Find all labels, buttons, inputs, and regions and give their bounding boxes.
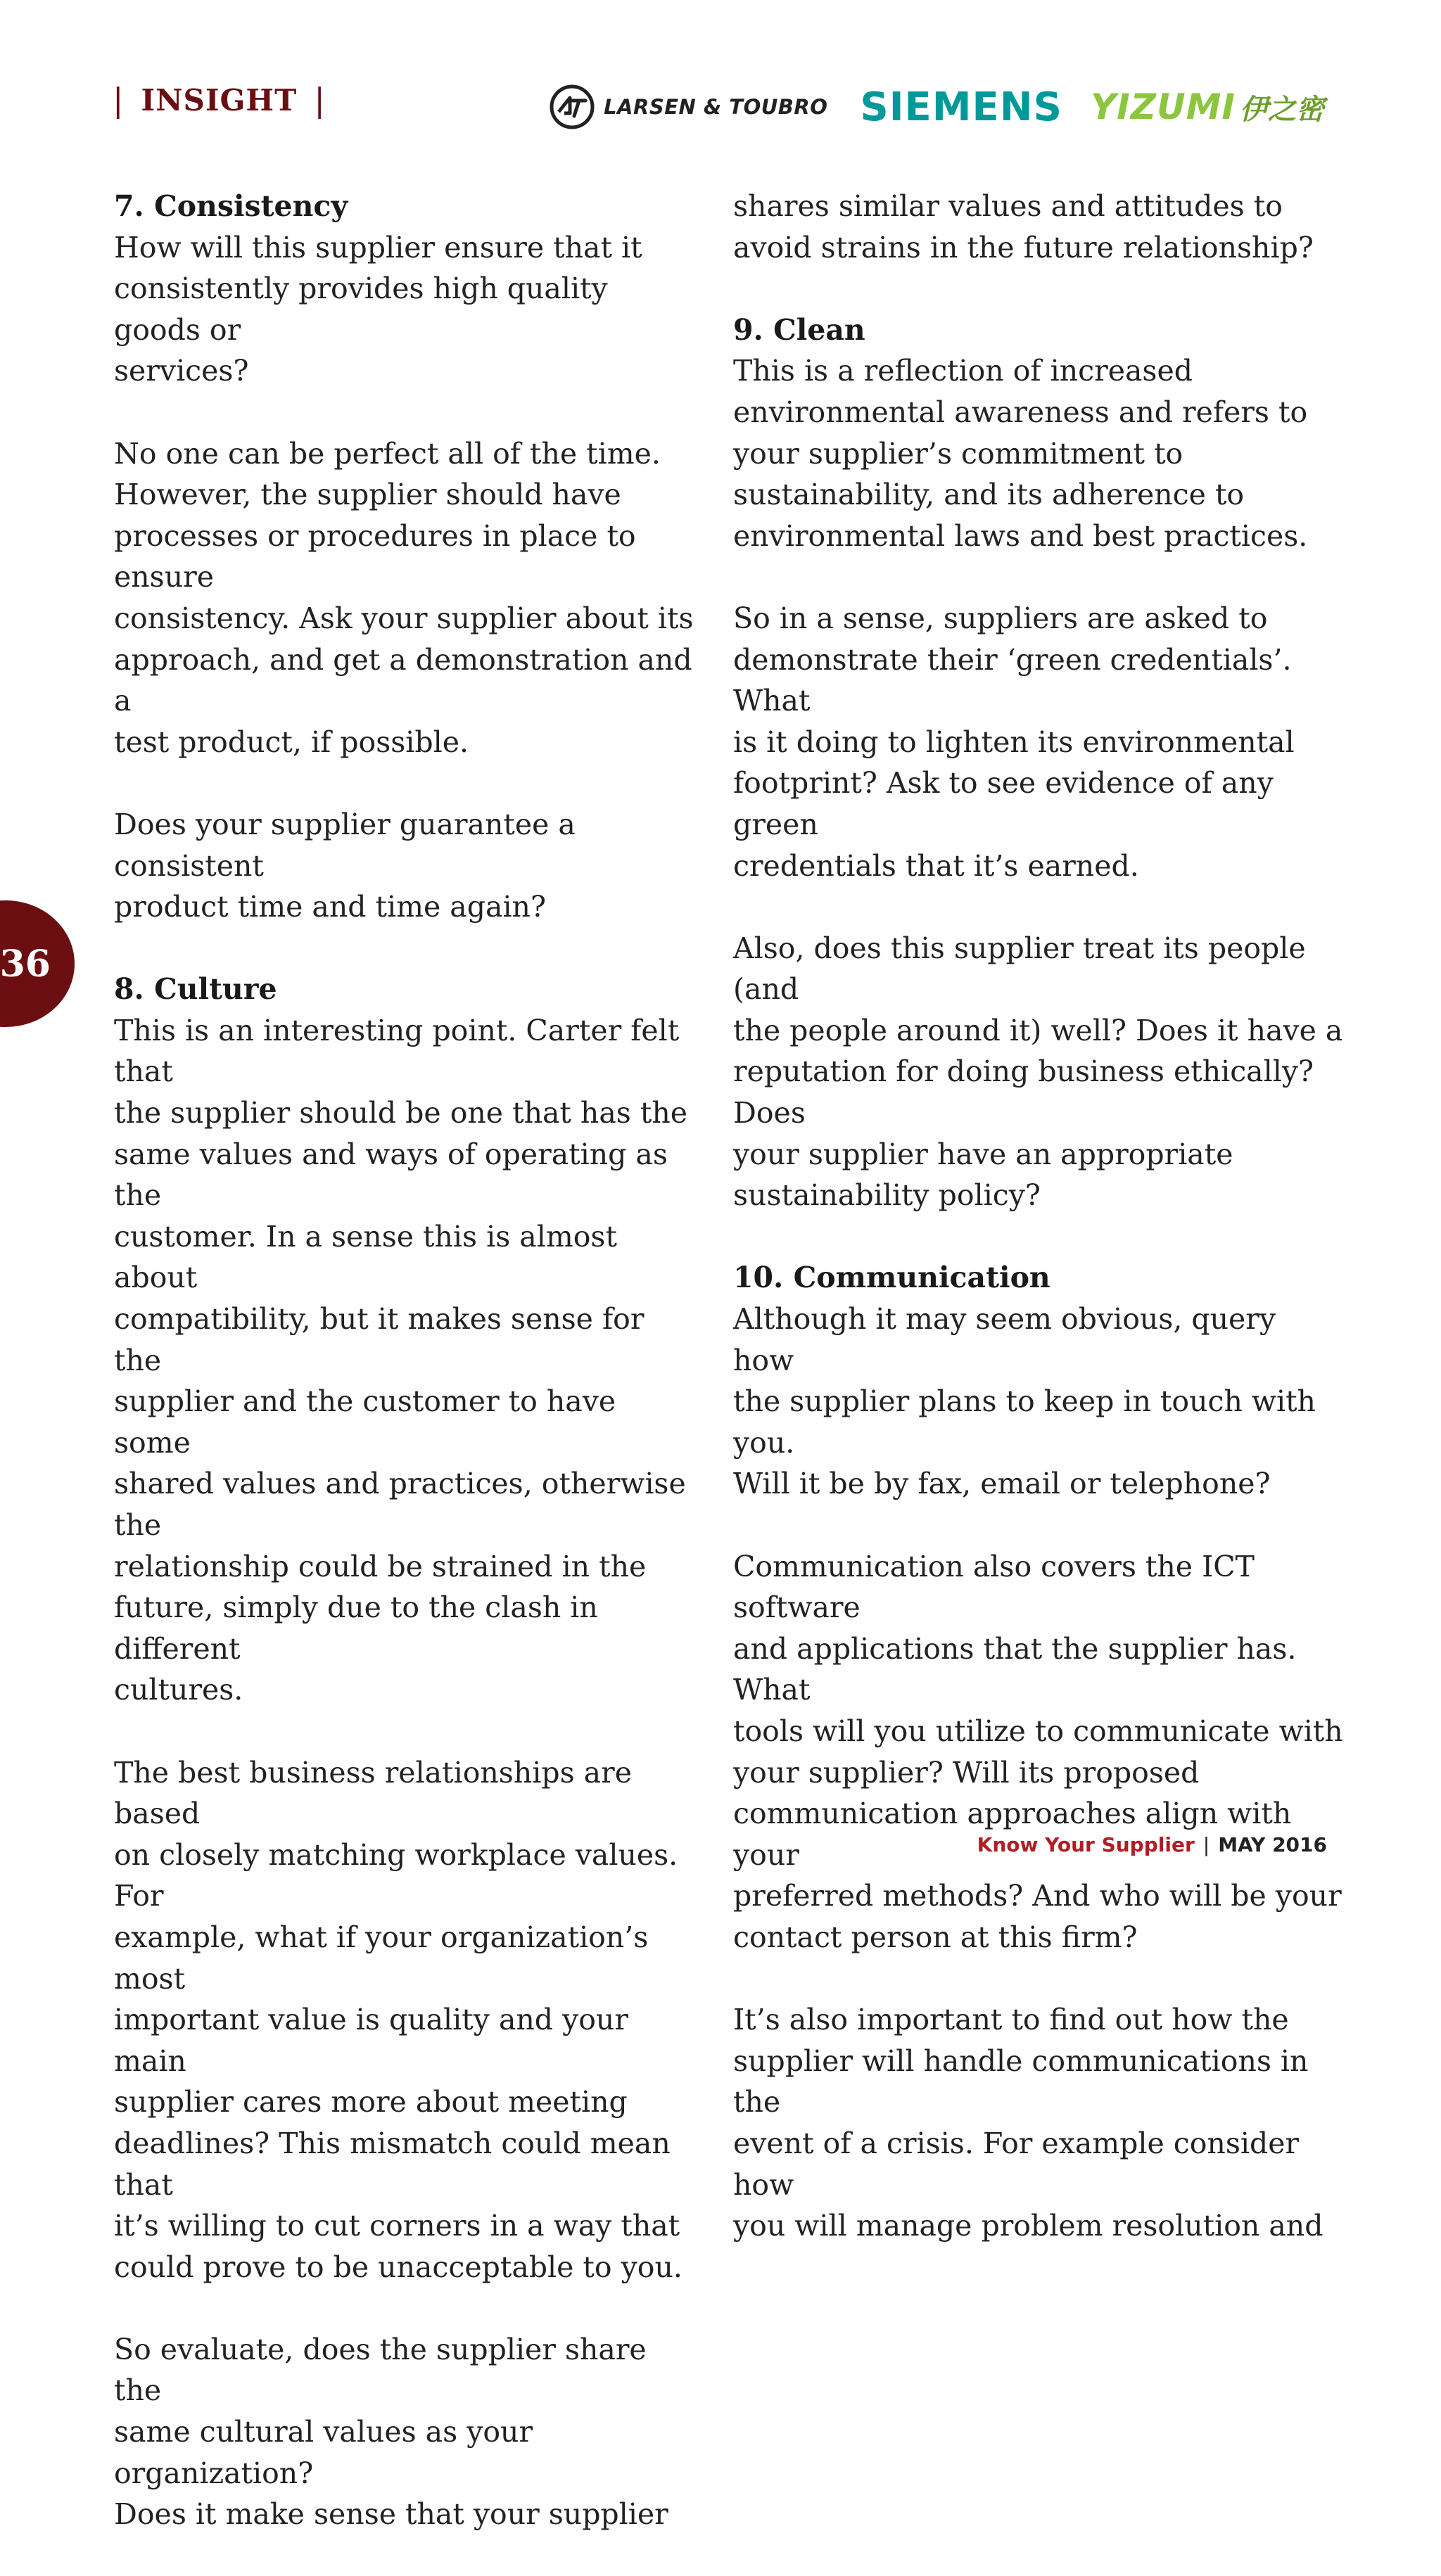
paragraph: The best business relationships are based on closely matching workplace values. For example, what if your organization’s most important value is quality and your main supplier cares more about meeting deadlines? This mismatch could mean that it’s willing to cut corners in a way that could prove to be unacceptable to you. — [114, 1755, 683, 2284]
footer-divider: | — [1202, 1832, 1210, 1856]
section-label: INSIGHT — [141, 82, 298, 117]
paragraph: This is a reflection of increased environmental awareness and refers to your supplier’s commitment to sustainability, and its adherence to environmental laws and best practices. — [733, 354, 1308, 553]
section-divider-left: | — [113, 81, 125, 119]
page-number: 36 — [0, 942, 51, 986]
paragraph: How will this supplier ensure that it consistently provides high quality goods or services? — [114, 230, 642, 388]
paragraph: This is an interesting point. Carter felt that the supplier should be one that has the same values and ways of operating as the customer. In a sense this is almost about compatibility, but it makes sense for the supplier and the customer to have some shared values and practices, otherwise the relationship could be strained in the future, simply due to the clash in different cultures. — [114, 1013, 687, 1707]
paragraph: So in a sense, suppliers are asked to demonstrate their ‘green credentials’. What is it doing to lighten its environmental footprint? Ask to see evidence of any green credentials that it’s earned. — [733, 601, 1295, 883]
page-number-tab — [0, 900, 75, 1027]
section-heading-clean: 9. Clean — [733, 312, 865, 347]
left-column — [114, 186, 698, 2576]
lt-logo-text: LARSEN & TOUBRO — [604, 95, 828, 119]
paragraph: shares similar values and attitudes to avoid strains in the future relationship? — [733, 189, 1314, 264]
larsen-toubro-logo — [549, 84, 827, 130]
section-header — [113, 79, 326, 121]
yizumi-logo-chinese: 伊之密 — [1240, 93, 1324, 126]
paragraph: Also, does this supplier treat its people (and the people around it) well? Does it have a reputation for doing business ethically? Does your supplier have an appropriate sustainability policy? — [733, 931, 1343, 1213]
paragraph: So evaluate, does the supplier share the same cultural values as your organization? Does it make sense that your supplier — [114, 2332, 668, 2532]
section-heading-communication: 10. Communication — [733, 1261, 1050, 1295]
footer-publication: Know Your Supplier — [977, 1832, 1195, 1856]
yizumi-logo: YIZUMI — [1090, 87, 1236, 127]
lt-emblem-icon — [549, 84, 595, 130]
sponsor-logos — [549, 79, 1324, 135]
paragraph: Communication also covers the ICT software and applications that the supplier has. What tools will you utilize to communicate with your supplier? Will its proposed communication approaches align with your preferred methods? And who will be your contact person at this firm? — [733, 1549, 1343, 1954]
footer-date: MAY 2016 — [1218, 1832, 1327, 1856]
paragraph: It’s also important to find out how the supplier will handle communications in the event of a crisis. For example consider how you will manage problem resolution and — [733, 2003, 1323, 2243]
footer — [977, 1829, 1327, 1860]
right-column — [733, 186, 1345, 2288]
paragraph: Although it may seem obvious, query how the supplier plans to keep in touch with you. Will it be by fax, email or telephone? — [733, 1302, 1316, 1501]
section-divider-right: | — [314, 81, 326, 119]
paragraph: No one can be perfect all of the time. However, the supplier should have processes or procedures in place to ensure consistency. Ask your supplier about its approach, and get a demonstration and a test product, if possible. — [114, 436, 694, 759]
paragraph: Does your supplier guarantee a consistent product time and time again? — [114, 807, 576, 924]
siemens-logo: SIEMENS — [860, 84, 1062, 130]
section-heading-consistency: 7. Consistency — [114, 189, 348, 223]
section-heading-culture: 8. Culture — [114, 972, 277, 1007]
